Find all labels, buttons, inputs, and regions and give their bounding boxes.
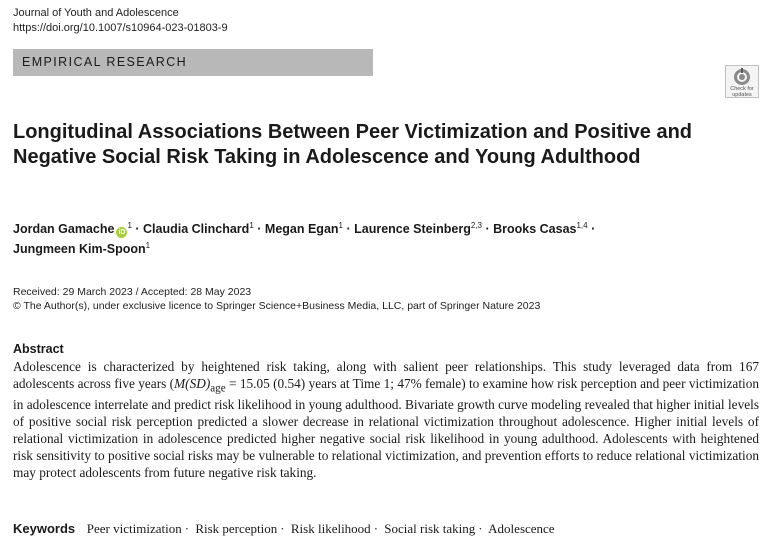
keywords-label: Keywords (13, 521, 76, 536)
keyword-separator: · (280, 521, 285, 536)
keywords-line (13, 521, 555, 537)
check-for-updates-badge[interactable] (725, 65, 759, 98)
author-name[interactable]: Laurence Steinberg (354, 222, 471, 236)
keyword-separator: · (478, 521, 483, 536)
keyword-item[interactable]: Peer victimization (86, 521, 182, 536)
author-separator: · (257, 222, 262, 236)
section-label: EMPIRICAL RESEARCH (22, 55, 188, 69)
abstract-text-part1: Adolescence is characterized by heightened risk taking, along with salient peer relationships. This study leveraged data from 167 adolescents across five years ( (13, 359, 759, 391)
affiliation-marker: 1 (145, 241, 151, 250)
keyword-item[interactable]: Adolescence (488, 521, 555, 536)
copyright-notice: © The Author(s), under exclusive licence to Springer Science+Business Media, LLC, part of Springer Nature 2023 (13, 300, 541, 312)
affiliation-marker: 1 (338, 221, 343, 230)
article-title: Longitudinal Associations Between Peer Victimization and Positive and Negative Social Risk Taking in Adolescence and Young Adulthood (13, 121, 693, 168)
affiliation-marker: 1 (249, 221, 254, 230)
author-name[interactable]: Claudia Clinchard (143, 222, 250, 236)
author-list (13, 219, 713, 259)
orcid-icon[interactable]: iD (118, 229, 126, 236)
received-accepted-dates: Received: 29 March 2023 / Accepted: 28 May 2023 (13, 286, 252, 298)
keyword-item[interactable]: Social risk taking (384, 521, 476, 536)
keyword-item[interactable]: Risk perception (195, 521, 278, 536)
journal-name: Journal of Youth and Adolescence (13, 7, 179, 19)
keyword-separator: · (184, 521, 190, 536)
author-separator: · (135, 222, 140, 236)
abstract-text-part2: = 15.05 (0.54) years at Time 1; 47% female) to examine how risk perception and peer victimization in adolescence interrelate and predict risk likelihood in young adulthood. Bivariate growth curve modeling revealed that higher initial levels of positive social risk perception predicted a slower decrease in relational victimization throughout adolescence. Higher initial levels of relational victimization in adolescence predicted higher negative social risk likelihood in young adulthood. Adolescents with heightened risk sensitivity to positive social risks may be vulnerable to relational victimization, and prevention efforts to reduce relational victimization may protect adolescents from future negative risk taking. (13, 375, 759, 481)
doi-link[interactable]: https://doi.org/10.1007/s10964-023-01803-9 (13, 22, 228, 34)
author-name[interactable]: Jordan Gamache (13, 222, 115, 236)
abstract-heading: Abstract (13, 342, 64, 356)
section-banner (13, 49, 373, 76)
keyword-item[interactable]: Risk likelihood (290, 521, 371, 536)
author-name[interactable]: Jungmeen Kim-Spoon (13, 242, 146, 256)
publication-dates (13, 285, 540, 313)
affiliation-marker: 2,3 (470, 221, 482, 230)
author-name[interactable]: Brooks Casas (493, 222, 577, 236)
author-separator: · (346, 222, 351, 236)
keyword-separator: · (373, 521, 379, 536)
stat-subscript: age (210, 382, 226, 395)
stat-symbol: M(SD) (174, 375, 211, 391)
author-separator: · (485, 222, 490, 236)
author-separator: · (591, 222, 596, 236)
check-updates-icon (733, 68, 751, 86)
author-name[interactable]: Megan Egan (264, 222, 339, 236)
abstract-body (13, 359, 759, 482)
journal-header (13, 6, 228, 36)
affiliation-marker: 1,4 (576, 221, 588, 230)
affiliation-marker: 1 (127, 221, 132, 230)
check-updates-label: Check for updates (730, 86, 754, 98)
